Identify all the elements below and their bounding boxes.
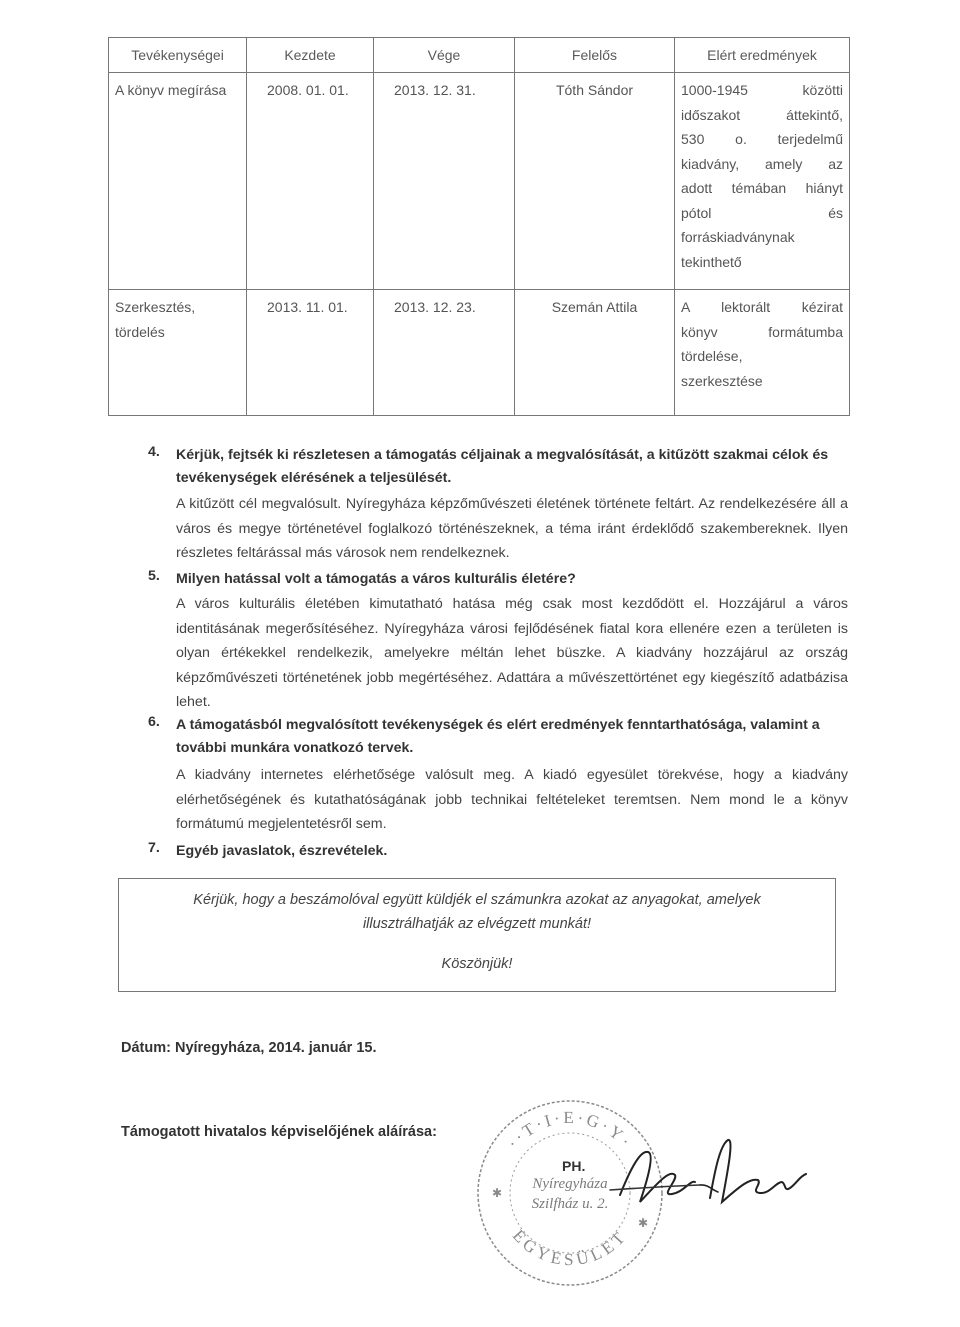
result-line-last: tekinthető [681,253,742,270]
activities-table [108,37,850,416]
section-title: A támogatásból megvalósított tevékenységek és elért eredmények fenntarthatósága, valamint a további munkára vonatkozó tervek. [176,717,820,756]
stamp-ring-top: ··T·I·E·G·Y· [503,1107,637,1153]
section-title: Kérjük, fejtsék ki részletesen a támogatás céljainak a megvalósítását, a kitűzött szakmai célok és tevékenységek elérésének a teljesülését. [176,447,829,486]
section-title: Egyéb javaslatok, észrevételek. [176,843,388,859]
date-line: Dátum: Nyíregyháza, 2014. január 15. [121,1040,377,1056]
section-number: 4. [148,444,160,460]
header-start: Kezdete [247,38,374,73]
stamp-star-icon: ✱ [492,1186,503,1200]
note-line: illusztrálhatják az elvégzett munkát! [362,916,592,932]
table-row [109,73,850,290]
cell-responsible: Szemán Attila [515,290,675,416]
header-end: Vége [374,38,515,73]
stamp-ring-bottom: EGYESÜLET [508,1225,632,1270]
header-results: Elért eredmények [675,38,850,73]
section-number: 5. [148,568,160,584]
cell-end: 2013. 12. 31. [374,73,515,290]
activity-line: tördelés [115,323,165,340]
result-line-last: szerkesztése [681,372,763,389]
stamp-ph: PH. [562,1158,586,1174]
section-title: Milyen hatással volt a támogatás a város kulturális életére? [176,571,576,587]
result-line: pótol és [681,204,843,221]
note-thanks: Köszönjük! [441,956,513,972]
section-text: A város kulturális életében kimutatható hatása még csak most kezdődött el. Hozzájárul a város identitásának megerősítéséhez. Nyíregyháza városi fejlődésének fiatal kora ellenére ezen a területen is olyan értékekkel rendelkezik, amelyekre méltán lehet büszke. A kiadvány hozzájárul az ország képzőművészeti történetének jobb megértéséhez. Adattára a művészettörténet egy kiegészítő adatbázisa lehet. [176,596,848,710]
cell-responsible: Tóth Sándor [515,73,675,290]
section-number: 6. [148,714,160,730]
stamp-center-line: Nyíregyháza [532,1176,608,1192]
attachment-note-box [118,878,836,992]
result-line: 530 o. terjedelmű [681,131,843,147]
stamp-center-line: Szilfház u. 2. [531,1196,609,1212]
table-header-row [109,38,850,73]
table-row [109,290,850,416]
signature-label: Támogatott hivatalos képviselőjének aláírása: [121,1124,437,1140]
section-text: A kitűzött cél megvalósult. Nyíregyháza képzőművészeti életének története feltárt. Az rendelkezésére áll a város és megye történetével foglalkozó történészeknek, a téma iránt érdeklődő szakembereknek. Ilyen részletes feltárással más városok nem rendelkeznek. [176,496,848,561]
handwritten-signature [600,1130,810,1220]
cell-end: 2013. 12. 23. [374,290,515,416]
cell-activity [109,290,247,416]
result-line: forráskiadványnak [681,229,795,245]
header-responsible: Felelős [515,38,675,73]
result-line-last: tördelése, [681,348,743,364]
cell-start: 2013. 11. 01. [247,290,374,416]
result-line: 1000-1945 közötti [681,82,843,98]
result-line: könyv formátumba [681,323,843,340]
result-line: adott témában hiányt [681,180,843,196]
result-line: kiadvány, amely az [681,155,843,172]
note-line: Kérjük, hogy a beszámolóval együtt küldjék el számunkra azokat az anyagokat, amelyek [193,892,761,908]
activity-line: Szerkesztés, [115,299,196,315]
result-line: A lektorált kézirat [681,299,843,315]
cell-result [675,290,850,416]
svg-text:EGYESÜLET [509,1226,631,1269]
cell-activity: A könyv megírása [109,73,247,290]
section-number: 7. [148,840,160,856]
section-text: A kiadvány internetes elérhetősége valósult meg. A kiadó egyesület törekvése, hogy a kiadvány elérhetőségének és kutathatóságának jobb technikai feltételeket teremtsen. Nem mond le a könyv formátumú megjelentetésről sem. [176,767,848,832]
result-line: időszakot áttekintő, [681,106,843,123]
header-activity: Tevékenységei [109,38,247,73]
cell-start: 2008. 01. 01. [247,73,374,290]
stamp-star-icon: ✱ [638,1216,649,1230]
cell-result [675,73,850,290]
